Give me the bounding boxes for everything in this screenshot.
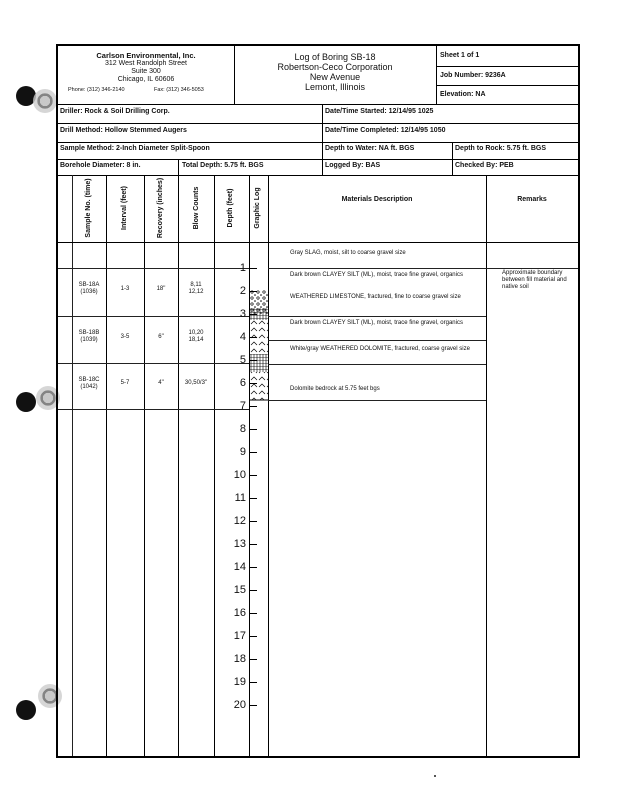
sample-2-time: (1039) — [80, 337, 98, 343]
depth-6: 6 — [239, 377, 246, 389]
sample-1-time: (1036) — [80, 289, 98, 295]
checked-by: Checked By: PEB — [455, 162, 514, 169]
borehole-diameter: Borehole Diameter: 8 in. — [60, 162, 141, 169]
depth-to-rock: Depth to Rock: 5.75 ft. BGS — [455, 145, 547, 152]
material-slag: Gray SLAG, moist, silt to coarse gravel size — [290, 250, 406, 256]
sample-2-blows-a: 10,20 — [188, 330, 204, 336]
sample-2-blows-b: 18,14 — [188, 337, 204, 343]
col-remarks: Remarks — [517, 196, 547, 203]
logged-by: Logged By: BAS — [325, 162, 381, 169]
date-started: Date/Time Started: 12/14/95 1025 — [325, 108, 434, 115]
col-graphic-log: Graphic Log — [254, 187, 261, 229]
depth-15: 15 — [233, 584, 246, 596]
sample-2-no: SB-18B — [78, 330, 100, 336]
sample-1-interval: 1-3 — [120, 286, 130, 292]
graphic-log — [250, 242, 268, 402]
depth-13: 13 — [233, 538, 246, 550]
remark-boundary: Approximate boundary between fill material and native soil — [502, 270, 567, 290]
company-address-3: Chicago, IL 60606 — [117, 76, 175, 83]
binder-hole-middle — [16, 392, 36, 412]
material-clayey-silt-2: Dark brown CLAYEY SILT (ML), moist, trace fine gravel, organics — [290, 320, 463, 326]
total-depth: Total Depth: 5.75 ft. BGS — [182, 162, 264, 169]
sample-1-recovery: 18" — [156, 286, 166, 292]
material-clayey-silt-1: Dark brown CLAYEY SILT (ML), moist, trace fine gravel, organics — [290, 272, 463, 278]
company-phone: Phone: (312) 346-2140 — [68, 87, 125, 93]
sample-1-blows-a: 8,11 — [190, 282, 202, 288]
depth-16: 16 — [233, 607, 246, 619]
depth-8: 8 — [239, 423, 246, 435]
boring-log-sheet — [56, 44, 580, 758]
material-weathered-dolomite: White/gray WEATHERED DOLOMITE, fractured, coarse gravel size — [290, 346, 470, 352]
binder-hole-bottom — [16, 700, 36, 720]
scan-speck — [434, 775, 436, 777]
company-name: Carlson Environmental, Inc. — [96, 51, 196, 60]
col-blow-counts: Blow Counts — [193, 186, 200, 230]
col-depth: Depth (feet) — [227, 188, 234, 228]
elevation: Elevation: NA — [440, 91, 486, 98]
depth-to-water: Depth to Water: NA ft. BGS — [325, 145, 415, 152]
site-street: New Avenue — [309, 72, 361, 82]
sample-2-interval: 3-5 — [120, 334, 130, 340]
depth-2: 2 — [239, 285, 246, 297]
sample-3-time: (1042) — [80, 384, 98, 390]
depth-5: 5 — [239, 354, 246, 366]
driller: Driller: Rock & Soil Drilling Corp. — [60, 108, 170, 115]
company-fax: Fax: (312) 346-5053 — [154, 87, 204, 93]
sample-3-no: SB-18C — [78, 377, 100, 383]
material-weathered-limestone: WEATHERED LIMESTONE, fractured, fine to coarse gravel size — [290, 294, 461, 300]
col-interval: Interval (feet) — [121, 186, 128, 230]
company-address-1: 312 West Randolph Street — [105, 60, 187, 67]
drill-method: Drill Method: Hollow Stemmed Augers — [60, 127, 187, 134]
depth-11: 11 — [234, 492, 246, 504]
depth-9: 9 — [239, 446, 246, 458]
depth-3: 3 — [239, 308, 246, 320]
depth-1: 1 — [239, 262, 246, 274]
sample-1-no: SB-18A — [78, 282, 100, 288]
depth-19: 19 — [233, 676, 246, 688]
col-materials-description: Materials Description — [341, 196, 413, 203]
log-title: Log of Boring SB-18 — [294, 52, 376, 62]
sample-method: Sample Method: 2-Inch Diameter Split-Spoon — [60, 145, 210, 152]
binder-hole-shadow-top — [33, 89, 57, 113]
job-number: Job Number: 9236A — [440, 72, 506, 79]
sheet-number: Sheet 1 of 1 — [440, 52, 480, 59]
client-name: Robertson-Ceco Corporation — [277, 62, 393, 72]
sample-1-blows-b: 12,12 — [188, 289, 204, 295]
depth-7: 7 — [239, 400, 246, 412]
company-address-2: Suite 300 — [131, 68, 161, 75]
depth-17: 17 — [233, 630, 246, 642]
depth-10: 10 — [233, 469, 246, 481]
depth-18: 18 — [233, 653, 246, 665]
sample-3-blows: 30,50/3" — [184, 380, 208, 386]
date-completed: Date/Time Completed: 12/14/95 1050 — [325, 127, 446, 134]
sample-2-recovery: 6" — [158, 334, 164, 340]
site-city: Lemont, Illinois — [304, 82, 366, 92]
sample-3-interval: 5-7 — [120, 380, 130, 386]
depth-20: 20 — [233, 699, 246, 711]
depth-14: 14 — [233, 561, 246, 573]
sample-3-recovery: 4" — [158, 380, 164, 386]
depth-4: 4 — [239, 331, 246, 343]
material-dolomite-bedrock: Dolomite bedrock at 5.75 feet bgs — [290, 386, 380, 392]
col-recovery: Recovery (inches) — [157, 177, 164, 239]
depth-12: 12 — [233, 515, 246, 527]
col-sample-no: Sample No. (time) — [85, 178, 92, 238]
